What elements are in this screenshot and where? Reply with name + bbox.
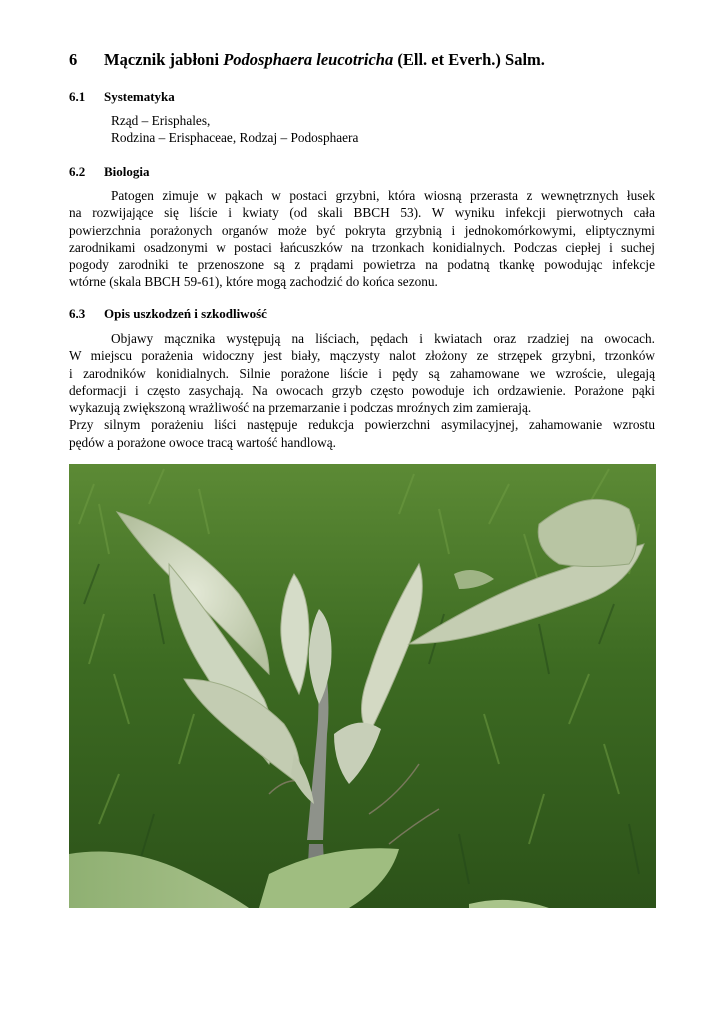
- paragraph-line: powierzchnia porażonych organów może być pokryta grzybnią i jednokomórkowymi, eliptycznymi: [69, 222, 655, 238]
- chapter-number: 6: [69, 50, 78, 69]
- paragraph-line: pędów a porażone owoce tracą wartość handlową.: [69, 434, 336, 450]
- paragraph-line: deformacji i często zasychają. Na owocach grzyb często powoduje ich ordzawienie. Porażone pąki: [69, 382, 655, 398]
- section-title: Biologia: [104, 164, 150, 179]
- chapter-title-author: (Ell. et Everh.) Salm.: [393, 50, 545, 69]
- paragraph-line: Objawy mącznika występują na liściach, pędach i kwiatach oraz rzadziej na owocach.: [111, 331, 655, 346]
- paragraph-line: Przy silnym porażeniu liści następuje redukcja powierzchni asymilacyjnej, zahamowanie wzrostu: [69, 417, 655, 433]
- section-title: Systematyka: [104, 89, 175, 104]
- paragraph-line: wykazują zwiększoną wrażliwość na przemarzanie i podczas mroźnych zim zamierają.: [69, 400, 532, 416]
- biology-paragraph: [69, 187, 655, 291]
- paragraph-line: Patogen zimuje w pąkach w postaci grzybni, która wiosną przerasta z wewnętrznych łusek: [111, 188, 655, 203]
- chapter-heading: [69, 50, 545, 70]
- section-number: 6.2: [69, 164, 86, 179]
- paragraph-line: pogody zarodniki te przenoszone są z prądami powietrza na podatną tkankę powodując infekcje: [69, 257, 655, 273]
- systematics-line-2: Rodzina – Erisphaceae, Rodzaj – Podosphaera: [111, 130, 359, 145]
- paragraph-line: i zarodników konidialnych. Silnie porażone liście i pędy są zahamowane we wzroście, ulegają: [69, 365, 655, 381]
- paragraph-line: zarodnikami osadzonymi w postaci łańcuszków na trzonkach konidialnych. Podczas ciepłej i suchej: [69, 239, 655, 255]
- chapter-title-latin: Podosphaera leucotricha: [223, 50, 394, 69]
- chapter-title: Mącznik jabłoni: [104, 50, 224, 69]
- section-heading-opis: [69, 306, 267, 322]
- mildew-photo: [69, 464, 656, 908]
- section-number: 6.1: [69, 89, 86, 104]
- section-heading-biologia: [69, 164, 150, 180]
- section-heading-systematyka: [69, 89, 175, 105]
- section-title: Opis uszkodzeń i szkodliwość: [104, 306, 267, 321]
- section-number: 6.3: [69, 306, 86, 321]
- paragraph-line: na rozwijające się liście i kwiaty (od skali BBCH 53). W wyniku infekcji pierwotnych cała: [69, 205, 655, 221]
- paragraph-line: wtórne (skala BBCH 59-61), które mogą zachodzić do końca sezonu.: [69, 274, 438, 290]
- systematics-line-1: Rząd – Erisphales,: [111, 113, 211, 128]
- paragraph-line: W miejscu porażenia widoczny jest biały, mączysty nalot złożony ze strzępek grzybni, trzonków: [69, 348, 655, 364]
- damage-paragraph: [69, 330, 655, 451]
